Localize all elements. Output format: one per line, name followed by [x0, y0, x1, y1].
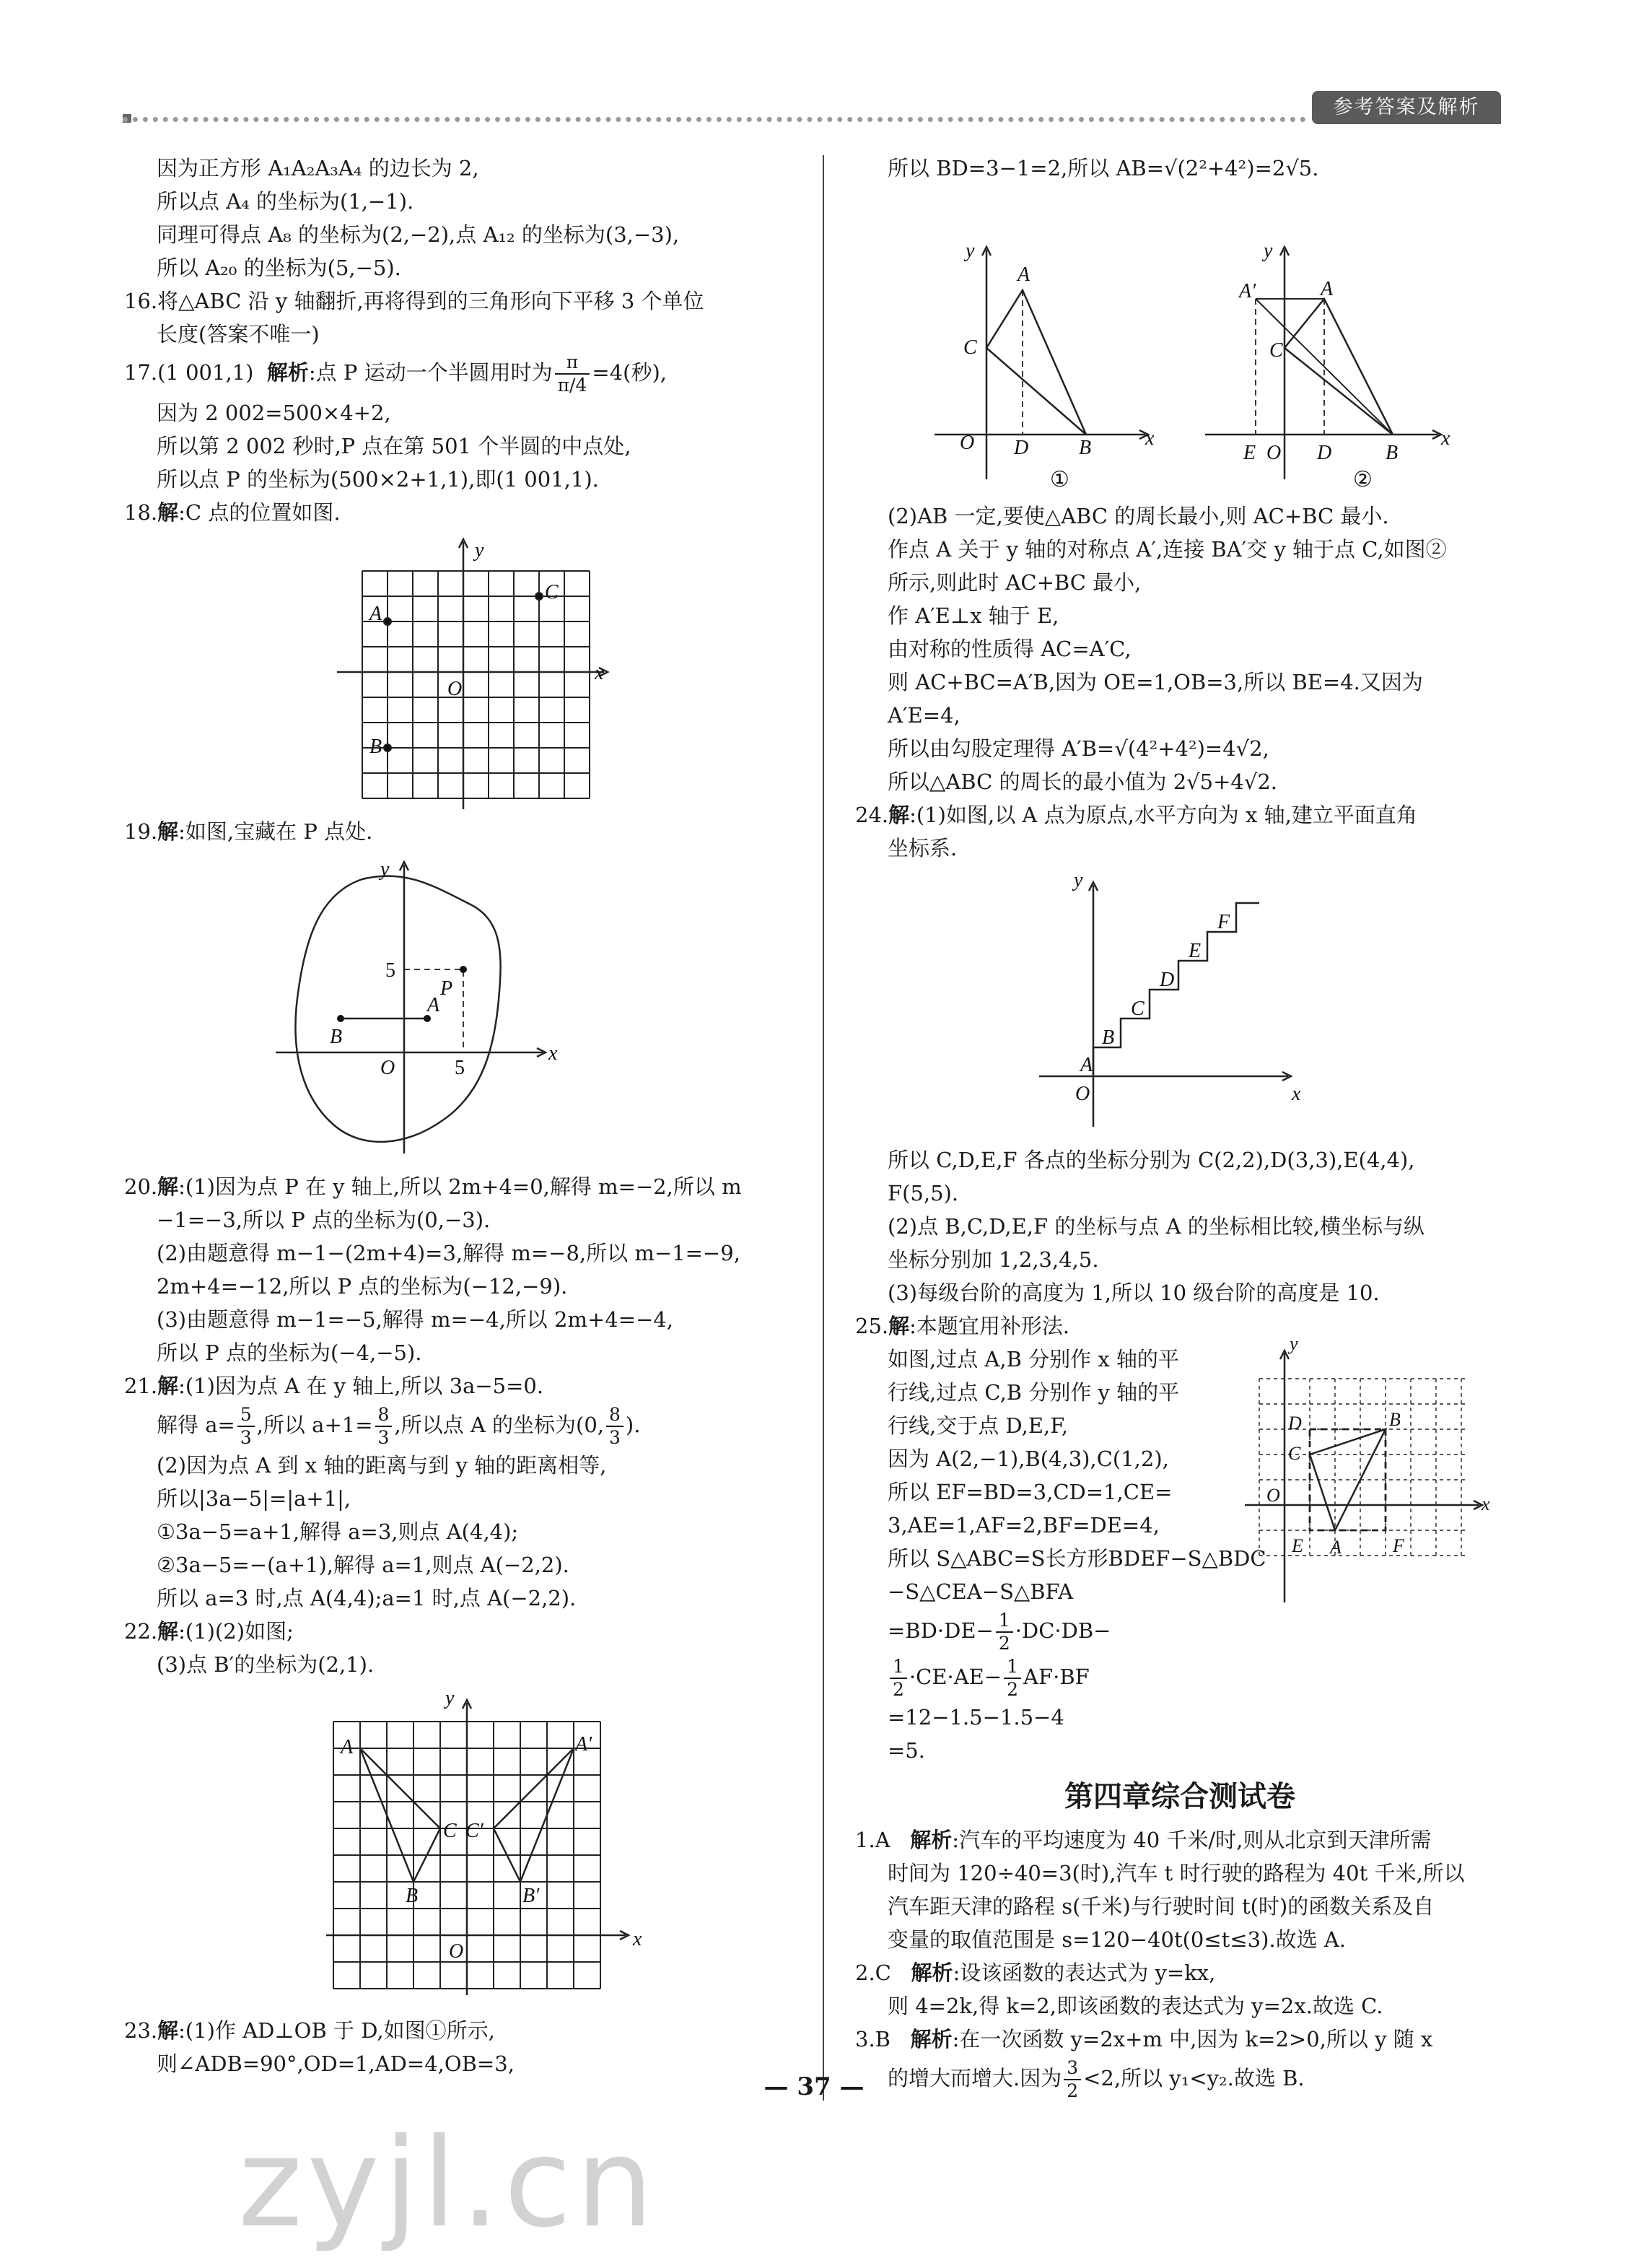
text-line: 因为正方形 A₁A₂A₃A₄ 的边长为 2, — [157, 156, 479, 180]
label-b: B — [1389, 1409, 1401, 1430]
q24-line: (3)每级台阶的高度为 1,所以 10 级台阶的高度是 10. — [888, 1281, 1380, 1305]
denominator: 2 — [893, 1679, 904, 1700]
q21-text: :(1)因为点 A 在 y 轴上,所以 3a−5=0. — [178, 1374, 544, 1398]
q25-line: 因为 A(2,−1),B(4,3),C(1,2), — [888, 1447, 1169, 1471]
q21-text: ). — [625, 1413, 641, 1437]
figure-25-grid — [1216, 1328, 1505, 1617]
s3-text: <2,所以 y₁<y₂.故选 B. — [1083, 2066, 1305, 2090]
text-line: 所以△ABC 的周长的最小值为 2√5+4√2. — [888, 769, 1277, 794]
label-a: A — [1080, 1054, 1093, 1076]
label-x: x — [548, 1042, 558, 1065]
q25-line: =12−1.5−1.5−4 — [888, 1705, 1064, 1730]
label-a: A — [341, 1736, 354, 1758]
fig2-dashed-guides — [1256, 299, 1324, 435]
denominator: π/4 — [557, 375, 587, 396]
label-x: x — [595, 662, 604, 684]
q24-line: 坐标系. — [888, 836, 958, 860]
label-5-x: 5 — [455, 1057, 465, 1079]
section-title: 第四章综合测试卷 — [1064, 1780, 1295, 1813]
figure-24-staircase — [855, 871, 1505, 1138]
fig1-label-a: A — [1017, 263, 1030, 286]
column-divider — [823, 155, 824, 2101]
point-b — [337, 1015, 344, 1022]
numerator: π — [555, 352, 590, 375]
q23-line: 则∠ADB=90°,OD=1,AD=4,OB=3, — [157, 2051, 515, 2076]
fig1-label-x: x — [1145, 427, 1155, 450]
solution-tag: 解 — [888, 803, 910, 827]
q21-text: ,所以点 A 的坐标为 — [394, 1413, 577, 1437]
label-c: C — [1131, 998, 1145, 1020]
fig1-triangle — [986, 290, 1086, 435]
fig2-label-a: A — [1321, 278, 1334, 300]
analysis-tag: 解析 — [910, 1828, 953, 1852]
denominator: 3 — [377, 1427, 390, 1448]
q25-text: =BD·DE− — [888, 1618, 994, 1643]
q25-text: ·CE·AE− — [909, 1665, 1002, 1689]
label-a: A — [369, 603, 382, 625]
q21-text: 解得 a= — [157, 1413, 235, 1437]
triangle-abc — [360, 1748, 440, 1882]
label-a-prime: A′ — [575, 1733, 592, 1755]
q24-line: 所以 C,D,E,F 各点的坐标分别为 C(2,2),D(3,3),E(4,4), — [888, 1148, 1415, 1172]
text-line: A′E=4, — [888, 703, 960, 728]
label-5-y: 5 — [385, 959, 395, 982]
numerator: 5 — [237, 1404, 255, 1427]
fig2-label-x: x — [1441, 427, 1450, 450]
q18-line — [124, 496, 799, 529]
numerator: 8 — [606, 1404, 623, 1427]
q25-line — [855, 1654, 1505, 1701]
q25-line: 如图,过点 A,B 分别作 x 轴的平 — [888, 1347, 1179, 1371]
q17-line: 所以点 P 的坐标为(500×2+1,1),即(1 001,1). — [157, 467, 599, 492]
q21-text: ,所以 a+1= — [256, 1413, 373, 1437]
s2-line — [855, 1956, 1505, 1989]
label-d: D — [1160, 969, 1175, 991]
label-o: O — [449, 1940, 464, 1963]
q19-line — [124, 815, 799, 848]
label-y: y — [445, 1687, 455, 1709]
numerator: 1 — [1004, 1656, 1021, 1679]
s2-text: :设该函数的表达式为 y=kx, — [953, 1960, 1216, 1985]
fig1-label-c: C — [963, 336, 977, 359]
q-number: 25. — [855, 1314, 889, 1338]
analysis-tag: 解析 — [266, 360, 309, 385]
solution-tag: 解 — [157, 1374, 179, 1398]
solution-tag: 解 — [157, 500, 179, 525]
fig1-label-d: D — [1014, 437, 1029, 459]
q-number: 24. — [855, 803, 889, 827]
fraction — [606, 1404, 623, 1449]
s3-text: :在一次函数 y=2x+m 中,因为 k=2>0,所以 y 随 x — [952, 2027, 1433, 2051]
label-c-prime: C′ — [465, 1820, 483, 1842]
numerator: 3 — [1064, 2057, 1081, 2080]
grid-dashed — [1259, 1379, 1465, 1556]
q25-line: =5. — [888, 1738, 925, 1763]
grid-lines — [362, 571, 590, 798]
q25-line: 行线,过点 C,B 分别作 y 轴的平 — [888, 1380, 1180, 1405]
label-c: C — [545, 581, 559, 603]
denominator: 3 — [240, 1427, 252, 1448]
q-number: 20. — [124, 1174, 158, 1199]
q23-line — [124, 2014, 799, 2047]
q18-text: :C 点的位置如图. — [178, 500, 341, 525]
label-p: P — [440, 977, 453, 1000]
s3-line — [855, 2023, 1505, 2056]
fraction — [1004, 1656, 1021, 1701]
watermark: zyjl.cn — [238, 2112, 658, 2255]
s3-text: 的增大而增大.因为 — [888, 2066, 1062, 2090]
label-e: E — [1189, 940, 1202, 962]
q25-text: :本题宜用补形法. — [909, 1314, 1070, 1338]
header-dotted-rule — [123, 117, 1306, 122]
label-b: B — [369, 736, 382, 758]
label-a: A — [1330, 1537, 1342, 1558]
text-line: 所以由勾股定理得 A′B=√(4²+4²)=4√2, — [888, 736, 1269, 761]
text-line: 所以 A₂₀ 的坐标为(5,−5). — [157, 256, 401, 280]
q25-text: AF·BF — [1023, 1665, 1090, 1689]
answer-choice: 1.A — [855, 1828, 890, 1852]
q17-line: 因为 2 002=500×4+2, — [157, 401, 391, 425]
q24-line: F(5,5). — [888, 1181, 959, 1205]
label-y: y — [1290, 1333, 1298, 1354]
fig2-caption: ② — [1353, 467, 1373, 492]
q17-text: =4(秒), — [592, 360, 667, 385]
fraction — [375, 1404, 393, 1449]
s1-line: 变量的取值范围是 s=120−40t(0≤t≤3).故选 A. — [888, 1927, 1346, 1952]
solution-tag: 解 — [157, 2018, 179, 2043]
q-number: 21. — [124, 1374, 158, 1398]
q17-line — [124, 351, 799, 396]
text-line: 所以点 A₄ 的坐标为(1,−1). — [157, 189, 414, 214]
page-number: — 37 — — [763, 2072, 865, 2101]
q22-line: (3)点 B′的坐标为(2,1). — [157, 1652, 375, 1677]
page-number-value: 37 — [797, 2072, 831, 2101]
label-b: B — [330, 1026, 343, 1048]
fraction — [237, 1404, 255, 1449]
q25-text: ·DC·DB− — [1015, 1618, 1111, 1643]
q20-line — [124, 1170, 799, 1203]
q21-line: 所以 a=3 时,点 A(4,4);a=1 时,点 A(−2,2). — [157, 1586, 577, 1610]
label-c: C — [1288, 1443, 1301, 1464]
q21-line — [124, 1403, 799, 1449]
solution-tag: 解 — [157, 1174, 179, 1199]
q21-line: 所以|3a−5|=|a+1|, — [157, 1486, 351, 1511]
text-line: 则 AC+BC=A′B,因为 OE=1,OB=3,所以 BE=4.又因为 — [888, 670, 1423, 694]
analysis-tag: 解析 — [911, 1960, 953, 1985]
q-number: 23. — [124, 2018, 158, 2043]
denominator: 2 — [998, 1633, 1010, 1654]
q25-block — [855, 1333, 1505, 1767]
q16-line: 16.将△ABC 沿 y 轴翻折,再将得到的三角形向下平移 3 个单位 — [124, 289, 704, 313]
label-e: E — [1292, 1535, 1303, 1556]
label-x: x — [1292, 1083, 1301, 1105]
q20-line: (3)由题意得 m−1=−5,解得 m=−4,所以 2m+4=−4, — [157, 1307, 673, 1332]
q20-line: (2)由题意得 m−1−(2m+4)=3,解得 m=−8,所以 m−1=−9, — [157, 1241, 740, 1265]
fig2-label-b: B — [1386, 442, 1399, 464]
denominator: 3 — [609, 1427, 621, 1448]
q17-line: 所以第 2 002 秒时,P 点在第 501 个半圆的中点处, — [157, 434, 631, 458]
q20-line: 2m+4=−12,所以 P 点的坐标为(−12,−9). — [157, 1274, 568, 1299]
q19-text: :如图,宝藏在 P 点处. — [178, 819, 373, 844]
label-c: C — [443, 1820, 457, 1842]
q23-text: :(1)作 AD⊥OB 于 D,如图①所示, — [178, 2018, 495, 2043]
label-b: B — [406, 1885, 419, 1907]
label-y: y — [380, 858, 390, 881]
text-line: 由对称的性质得 AC=A′C, — [888, 637, 1132, 661]
s1-line: 汽车距天津的路程 s(千米)与行驶时间 t(时)的函数关系及自 — [888, 1894, 1435, 1919]
q25-line: 行线,交于点 D,E,F, — [888, 1413, 1069, 1438]
fig2-label-y: y — [1264, 240, 1273, 262]
fig1-label-b: B — [1079, 437, 1092, 459]
label-o: O — [447, 678, 463, 700]
q17-text: :点 P 运动一个半圆用时为 — [308, 360, 553, 385]
q21-line: ①3a−5=a+1,解得 a=3,则点 A(4,4); — [157, 1519, 519, 1544]
fig2-label-a-prime: A′ — [1239, 280, 1256, 302]
q21-line: (2)因为点 A 到 x 轴的距离与到 y 轴的距离相等, — [157, 1453, 607, 1478]
label-f: F — [1217, 911, 1230, 933]
label-x: x — [633, 1928, 642, 1950]
q-number: 18. — [124, 500, 158, 525]
s1-line: 时间为 120÷40=3(时),汽车 t 时行驶的路程为 40t 千米,所以 — [888, 1861, 1465, 1885]
fraction — [890, 1656, 907, 1701]
q-number: 19. — [124, 819, 158, 844]
q25-line: 3,AE=1,AF=2,BF=DE=4, — [888, 1513, 1160, 1538]
denominator: 2 — [1067, 2080, 1079, 2101]
q20-line: 所以 P 点的坐标为(−4,−5). — [157, 1340, 422, 1365]
text-line: 所以 BD=3−1=2,所以 AB=√(2²+4²)=2√5. — [888, 156, 1319, 180]
text-line: (2)AB 一定,要使△ABC 的周长最小,则 AC+BC 最小. — [888, 504, 1389, 528]
q16-line: 长度(答案不唯一) — [157, 322, 320, 346]
q21-line: ②3a−5=−(a+1),解得 a=1,则点 A(−2,2). — [157, 1553, 569, 1577]
q25-line: −S△CEA−S△BFA — [888, 1579, 1074, 1604]
point-b — [384, 744, 391, 751]
right-column — [855, 152, 1505, 2102]
label-a: A — [427, 994, 440, 1016]
triangle-abc-prime — [494, 1748, 574, 1882]
answer-choice: 2.C — [855, 1960, 891, 1985]
point-c — [535, 593, 543, 600]
numerator: 1 — [996, 1610, 1013, 1633]
label-o: O — [1266, 1485, 1280, 1506]
q25-line: 所以 S△ABC=S长方形BDEF−S△BDC — [888, 1546, 1266, 1571]
q22-text: :(1)(2)如图; — [178, 1619, 294, 1644]
text-line: 所示,则此时 AC+BC 最小, — [888, 570, 1142, 595]
solution-tag: 解 — [157, 1619, 179, 1644]
figure-23-pair — [855, 191, 1505, 494]
fig2-label-c: C — [1269, 339, 1283, 362]
label-b-prime: B′ — [522, 1885, 540, 1907]
fig1-label-o: O — [960, 432, 975, 454]
q22-line — [124, 1615, 799, 1648]
fig2-label-d: D — [1317, 442, 1332, 464]
q-number: 22. — [124, 1619, 158, 1644]
label-f: F — [1393, 1535, 1404, 1556]
q17-answer: 17.(1 001,1) — [124, 360, 254, 385]
s1-line — [855, 1823, 1505, 1857]
q25-line: 所以 EF=BD=3,CD=1,CE= — [888, 1480, 1173, 1504]
analysis-tag: 解析 — [910, 2027, 953, 2051]
q24-text: :(1)如图,以 A 点为原点,水平方向为 x 轴,建立平面直角 — [909, 803, 1417, 827]
fig1-label-y: y — [966, 240, 975, 262]
page-header — [123, 91, 1501, 126]
numerator: 1 — [890, 1656, 907, 1679]
island-outline — [295, 876, 500, 1141]
figure-18-grid — [124, 535, 799, 809]
denominator: 2 — [1007, 1679, 1019, 1700]
s1-text: :汽车的平均速度为 40 千米/时,则从北京到天津所需 — [952, 1828, 1432, 1852]
q24-line: 坐标分别加 1,2,3,4,5. — [888, 1247, 1099, 1272]
solution-tag: 解 — [888, 1314, 910, 1338]
label-y: y — [475, 539, 484, 562]
solution-tag: 解 — [157, 819, 179, 844]
q24-line — [855, 798, 1505, 832]
staircase — [1093, 903, 1259, 1076]
label-o: O — [380, 1057, 395, 1079]
q24-line: (2)点 B,C,D,E,F 的坐标与点 A 的坐标相比较,横坐标与纵 — [888, 1214, 1424, 1239]
label-o: O — [1075, 1083, 1090, 1105]
fraction — [996, 1610, 1013, 1654]
fig2-triangle — [1285, 299, 1393, 435]
numerator: 8 — [375, 1404, 393, 1427]
point-p — [460, 966, 467, 973]
fig2-label-e: E — [1243, 442, 1256, 464]
q21-text: (0, — [576, 1413, 604, 1437]
label-x: x — [1482, 1493, 1490, 1514]
point-a — [384, 618, 391, 625]
s2-line: 则 4=2k,得 k=2,即该函数的表达式为 y=2x.故选 C. — [888, 1994, 1383, 2018]
figure-22-reflection-grid — [124, 1687, 799, 2008]
figure-19-treasure-map — [124, 854, 799, 1164]
q21-line — [124, 1369, 799, 1403]
fraction — [555, 352, 590, 396]
answer-choice: 3.B — [855, 2027, 890, 2051]
fig2-label-o: O — [1266, 442, 1282, 464]
left-column — [124, 152, 799, 2080]
label-b: B — [1102, 1026, 1115, 1049]
label-y: y — [1074, 871, 1083, 891]
fig1-caption: ① — [1050, 467, 1069, 492]
header-badge: 参考答案及解析 — [1312, 91, 1501, 124]
q20-line: −1=−3,所以 P 点的坐标为(0,−3). — [157, 1208, 491, 1232]
text-line: 作点 A 关于 y 轴的对称点 A′,连接 BA′交 y 轴于点 C,如图② — [888, 537, 1447, 562]
label-d: D — [1288, 1413, 1302, 1434]
text-line: 同理可得点 A₈ 的坐标为(2,−2),点 A₁₂ 的坐标为(3,−3), — [157, 222, 680, 247]
text-line: 作 A′E⊥x 轴于 E, — [888, 603, 1059, 628]
q20-text: :(1)因为点 P 在 y 轴上,所以 2m+4=0,解得 m=−2,所以 m — [178, 1174, 742, 1199]
